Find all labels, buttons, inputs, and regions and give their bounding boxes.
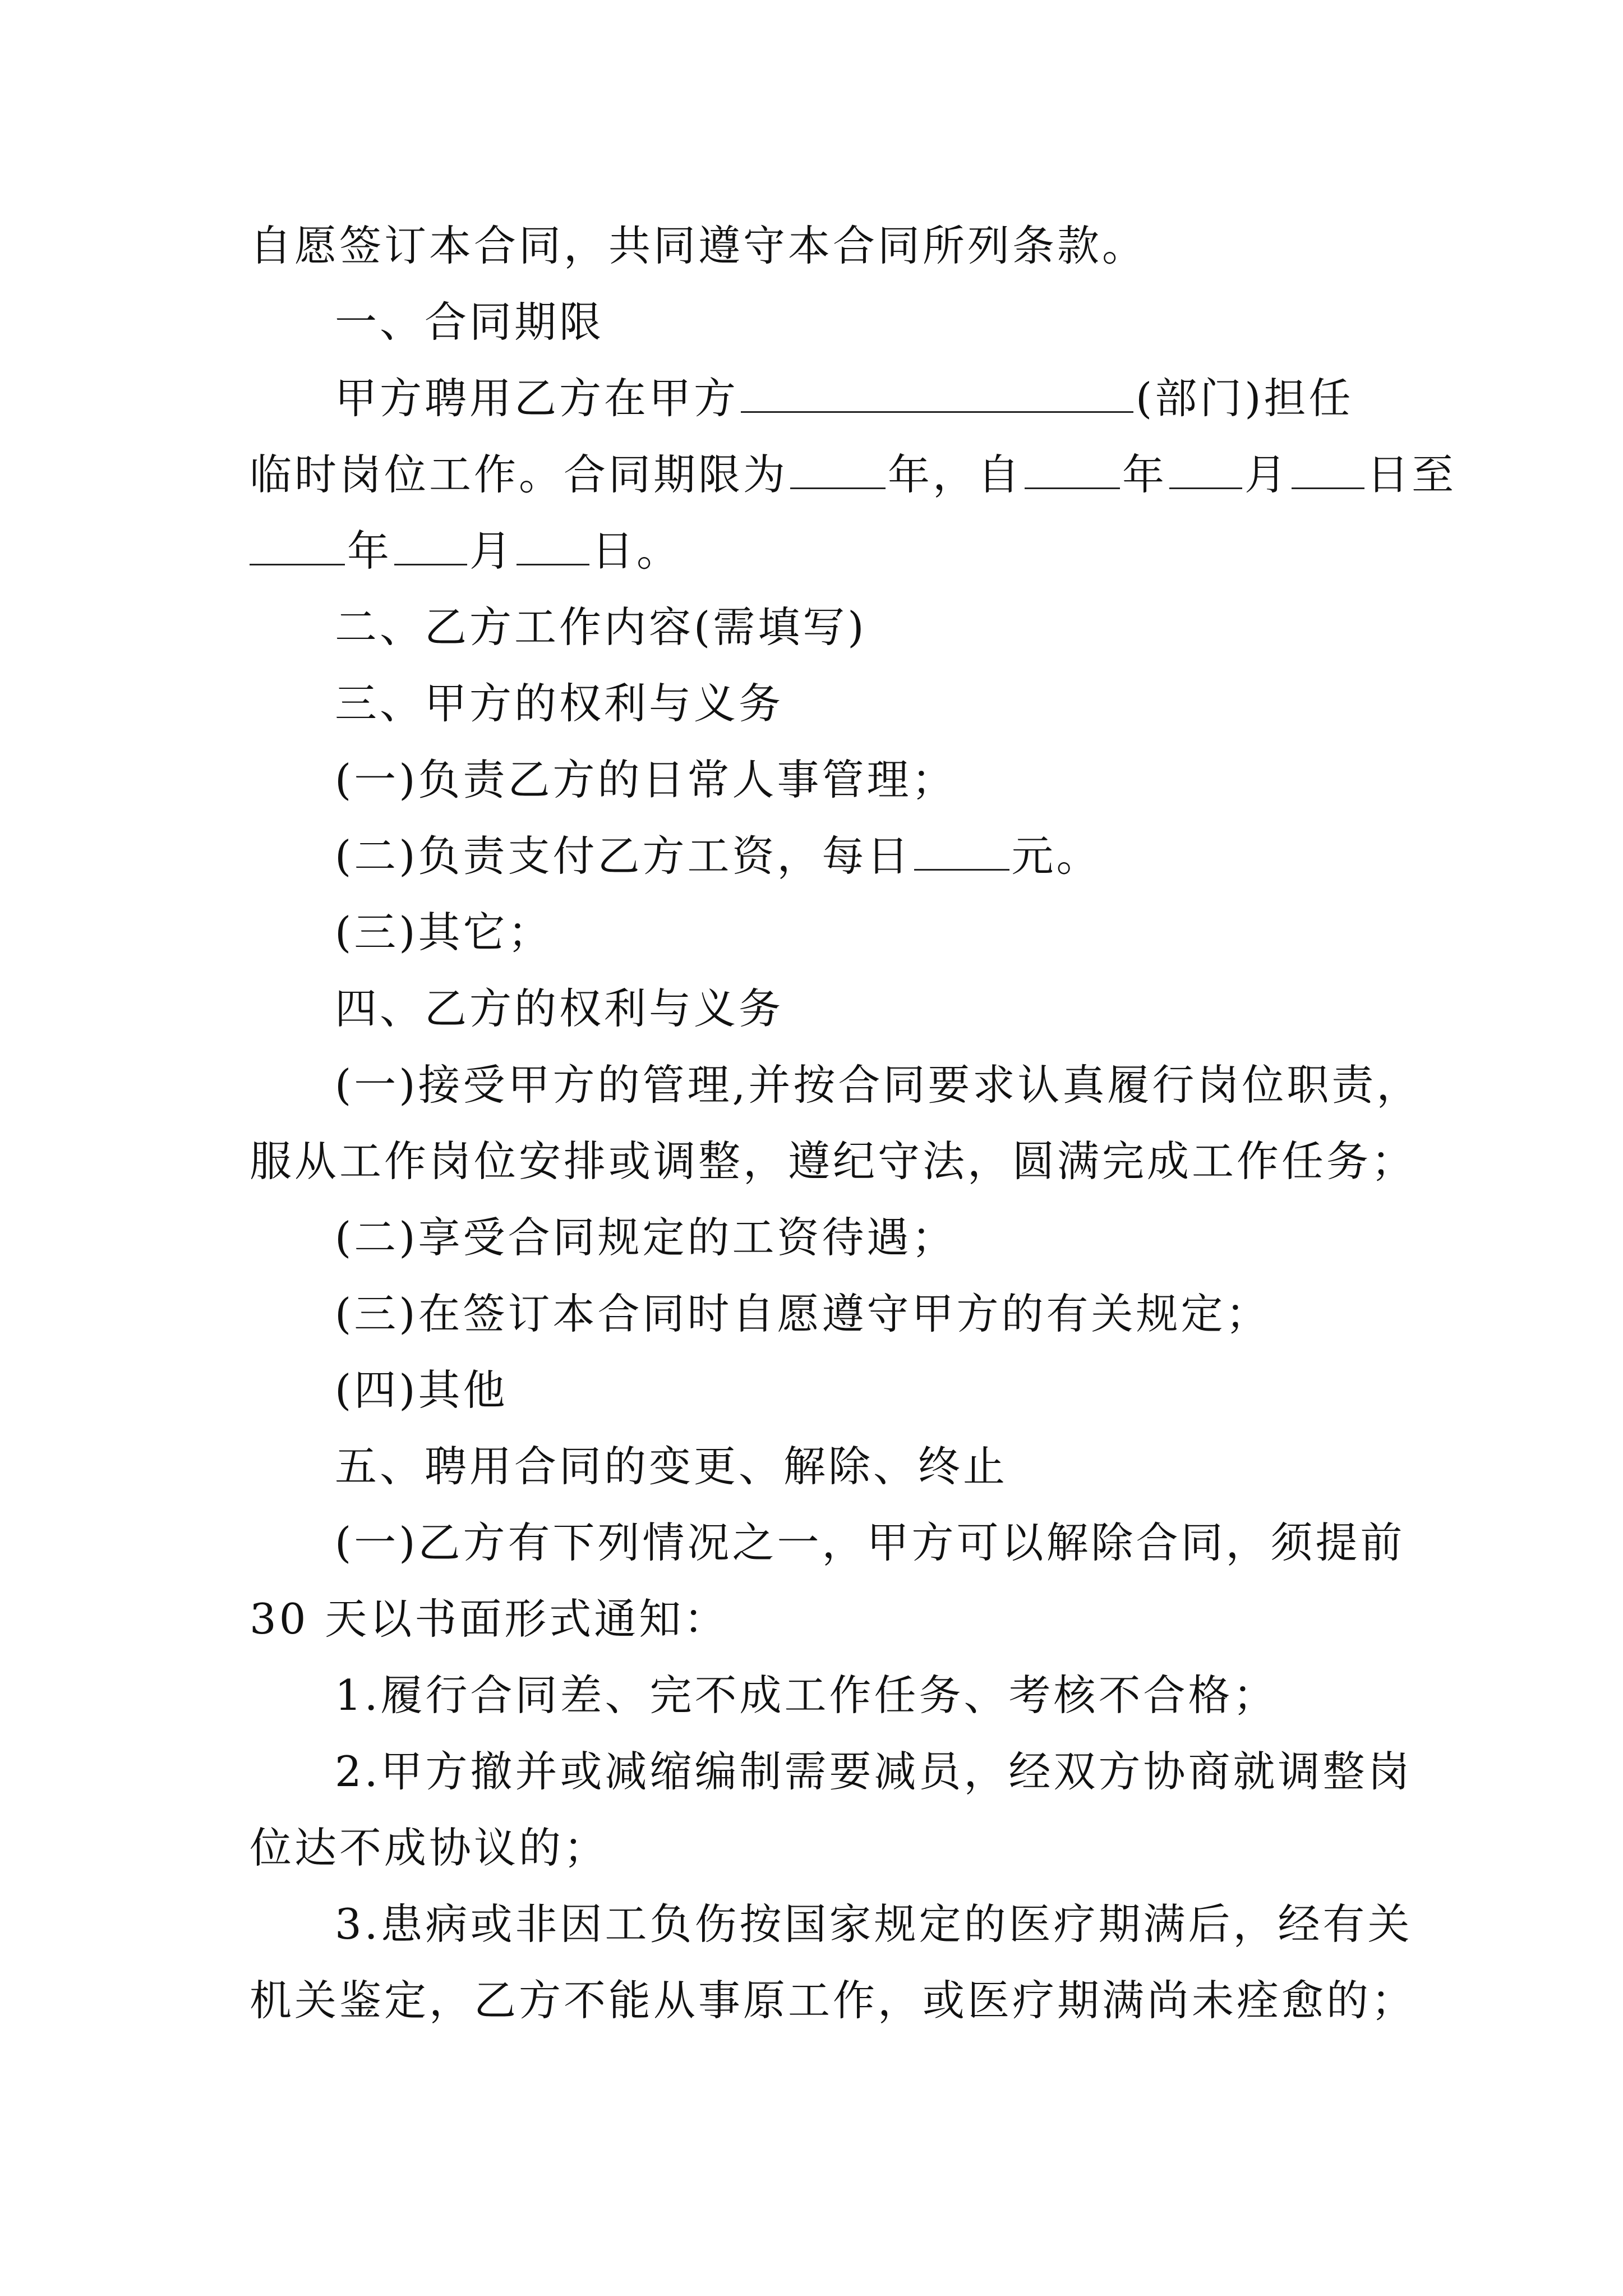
start-day-blank[interactable] [1292, 448, 1364, 489]
clause-b-2: (二)享受合同规定的工资待遇； [335, 1213, 957, 1262]
text-segment: 甲方聘用乙方在甲方 [335, 374, 739, 423]
clause-b-1: (一)接受甲方的管理,并按合同要求认真履行岗位职责， [335, 1060, 1422, 1110]
text-segment: 元。 [1011, 831, 1101, 881]
clause-b-3: (三)在签订本合同时自愿遵守甲方的有关规定； [335, 1289, 1271, 1338]
daily-wage-blank[interactable] [914, 829, 1009, 871]
paragraph-department [250, 360, 1394, 436]
years-blank[interactable] [790, 448, 886, 489]
clause-b-4: (四)其他 [335, 1365, 508, 1415]
heading-party-a-rights: 三、甲方的权利与义务 [335, 679, 784, 728]
end-month-blank[interactable] [394, 524, 467, 565]
department-blank[interactable] [741, 371, 1133, 413]
text-segment: (部门)担任 [1136, 374, 1354, 423]
contract-body [250, 208, 1457, 2039]
heading-work-content: 二、乙方工作内容(需填写) [335, 602, 867, 652]
start-year-blank[interactable] [1025, 448, 1120, 489]
text-segment: 年 [347, 526, 393, 576]
heading-party-b-rights: 四、乙方的权利与义务 [335, 984, 784, 1033]
termination-item-3: 3.患病或非因工负伤按国家规定的医疗期满后，经有关 [335, 1899, 1413, 1949]
text-segment: 日至 [1367, 450, 1457, 499]
text-segment: 年，自 [888, 450, 1023, 499]
termination-item-1: 1.履行合同差、完不成工作任务、考核不合格； [335, 1671, 1278, 1720]
clause-b-1-cont: 服从工作岗位安排或调整，遵纪守法，圆满完成工作任务； [250, 1137, 1417, 1186]
paragraph-end-date [250, 513, 1394, 589]
paragraph-term-length [250, 436, 1457, 513]
termination-item-3-cont: 机关鉴定，乙方不能从事原工作，或医疗期满尚未痊愈的； [250, 1976, 1417, 2025]
clause-a-1: (一)负责乙方的日常人事管理； [335, 755, 957, 804]
end-day-blank[interactable] [517, 524, 589, 565]
termination-item-2: 2.甲方撤并或减缩编制需要减员，经双方协商就调整岗 [335, 1747, 1413, 1796]
heading-termination: 五、聘用合同的变更、解除、终止 [335, 1442, 1008, 1491]
heading-contract-term: 一、合同期限 [335, 297, 605, 347]
text-segment: 年 [1122, 450, 1168, 499]
text-segment: (二)负责支付乙方工资，每日 [335, 831, 912, 881]
clause-termination-1: (一)乙方有下列情况之一，甲方可以解除合同，须提前 [335, 1518, 1405, 1567]
clause-a-2 [250, 818, 1394, 894]
text-segment: 月 [469, 526, 515, 576]
paragraph-consent: 自愿签订本合同，共同遵守本合同所列条款。 [250, 221, 1147, 270]
text-segment: 月 [1244, 450, 1290, 499]
clause-a-3: (三)其它； [335, 908, 553, 957]
end-year-blank[interactable] [250, 524, 345, 565]
clause-termination-1-cont: 30 天以书面形式通知： [250, 1594, 729, 1644]
termination-item-2-cont: 位达不成协议的； [250, 1823, 609, 1872]
start-month-blank[interactable] [1169, 448, 1242, 489]
text-segment: 临时岗位工作。合同期限为 [250, 450, 789, 499]
text-segment: 日。 [592, 526, 682, 576]
